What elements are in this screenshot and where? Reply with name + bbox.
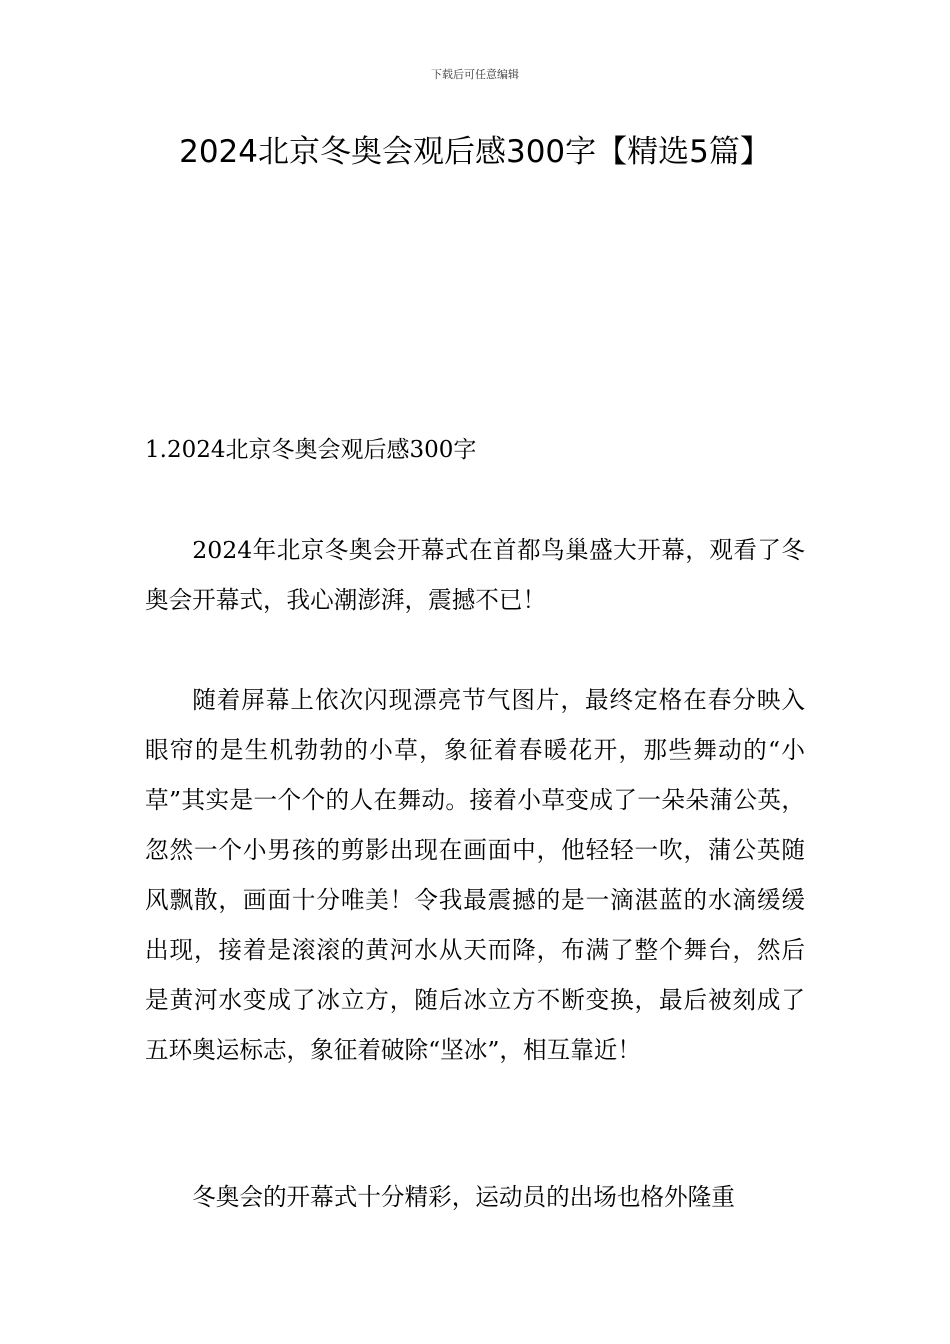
document-title: 2024北京冬奥会观后感300字【精选5篇】 — [179, 134, 771, 170]
header-note: 下载后可任意编辑 — [431, 68, 519, 81]
paragraph-2: 随着屏幕上依次闪现漂亮节气图片，最终定格在春分映入眼帘的是生机勃勃的小草，象征着春暖花开，那些舞动的“小草”其实是一个个的人在舞动。接着小草变成了一朵朵蒲公英，忽然一个小男孩的剪影出现在画面中，他轻轻一吹，蒲公英随风飘散，画面十分唯美！令我最震撼的是一滴湛蓝的水滴缓缓出现，接着是滚滚的黄河水从天而降，布满了整个舞台，然后是黄河水变成了冰立方，随后冰立方不断变换，最后被刻成了五环奥运标志，象征着破除“坚冰”，相互靠近！ — [145, 686, 805, 1064]
paragraph-3: 冬奥会的开幕式十分精彩，运动员的出场也格外隆重 — [192, 1183, 735, 1211]
section-heading: 1.2024北京冬奥会观后感300字 — [145, 437, 477, 463]
paragraph-1: 2024年北京冬奥会开幕式在首都鸟巢盛大开幕，观看了冬奥会开幕式，我心潮澎湃，震撼不已！ — [145, 536, 805, 614]
